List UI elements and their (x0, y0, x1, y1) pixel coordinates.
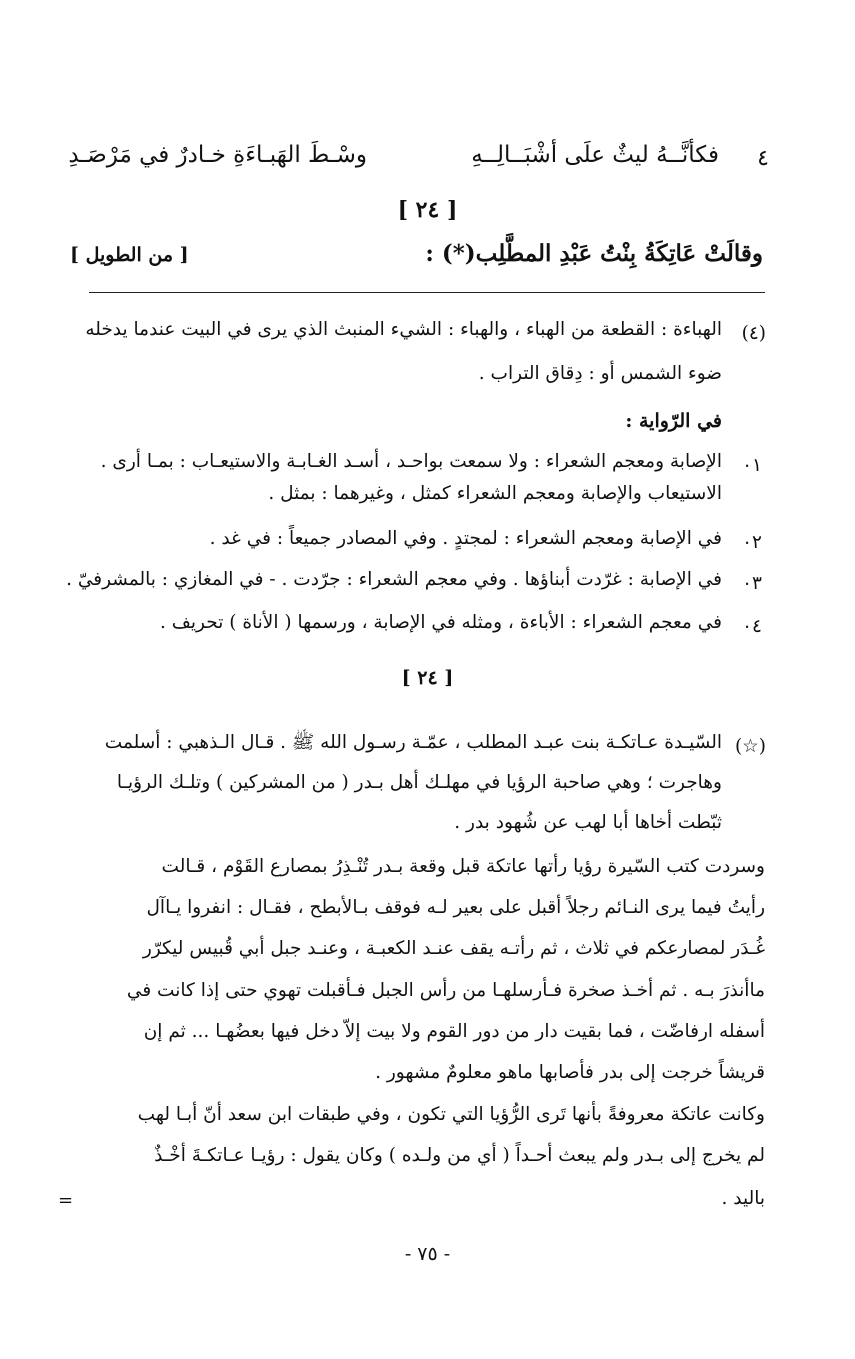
biography-line: وهاجرت ؛ وهي صاحبة الرؤيا في مهلـك أهل بـدر ( من المشركين ) وتلـك الرؤيـا (116, 772, 722, 793)
riwaya-item-number: ٠٤ (742, 616, 762, 637)
footnote-separator (89, 292, 765, 293)
riwaya-item-line: الاستيعاب والإصابة ومعجم الشعراء كمثل ، وغيرهما : بمثل . (268, 483, 722, 504)
riwaya-item-line: في معجم الشعراء : الأباءة ، ومثله في الإصابة ، ورسمها ( الأناة ) تحريف . (159, 612, 722, 633)
page-number: - ٧٥ - (404, 1243, 451, 1265)
biography-line: وكانت عاتكة معروفةً بأنها تَرى الرُّؤيا التي تكون ، وفي طبقات ابن سعد أنّ أبـا لهب (137, 1104, 765, 1125)
riwaya-item-line: الإصابة ومعجم الشعراء : ولا سمعت بواحـد ، أسـد الغـابـة والاستيعـاب : بمـا أرى . (100, 451, 722, 472)
biography-line: أسفله ارفاضّت ، فما بقيت دار من دور القوم ولا بيت إلاّ دخل فيها بعضُهـا ... ثم إن (143, 1021, 765, 1042)
riwaya-item-line: في الإصابة : غرّدت أبناؤها . وفي معجم الشعراء : جرّدت . - في المغازي : بالمشرفيّ . (66, 569, 722, 590)
poem-number: [ ٢٤ ] (397, 197, 458, 223)
poem-attribution: وقالَتْ عَاتِكَةُ بِنْتُ عَبْدِ المطَّلِب(*) : (425, 240, 763, 267)
verse-first-hemistich: فكأنَّــهُ ليثٌ علَى أشْبَــالِــهِ (471, 142, 719, 168)
footnote-line: ضوء الشمس أو : دِقاق التراب . (478, 363, 722, 384)
riwaya-title: في الرّواية : (625, 410, 722, 432)
riwaya-item-line: في الإصابة ومعجم الشعراء : لمجتدٍ . وفي المصادر جميعاً : في غد . (209, 528, 722, 549)
section-number: [ ٢٤ ] (401, 667, 454, 689)
footnote-line: الهباءة : القطعة من الهباء ، والهباء : الشيء المنبث الذي يرى في البيت عندما يدخله (85, 319, 722, 340)
biography-line: قريشاً خرجت إلى بدر فأصابها ماهو معلومٌ مشهور . (375, 1062, 765, 1083)
footnote-label: (٤) (741, 323, 766, 344)
continuation-mark: = (58, 1190, 74, 1211)
biography-line: السّيـدة عـاتكـة بنت عبـد المطلب ، عمّـة رسـول الله ﷺ . قـال الـذهبي : أسلمت (104, 732, 722, 753)
verse-number: ٤ (757, 146, 769, 171)
riwaya-item-number: ٠٣ (742, 573, 762, 594)
biography-line: غُـدَر لمصارعكم في ثلاث ، ثم رأتـه يقف عنـد الكعبـة ، وعنـد جبل أبي قُبيس ليكرّر (142, 938, 765, 959)
riwaya-item-number: ٠٢ (742, 532, 762, 553)
biography-line: باليد . (721, 1188, 765, 1209)
biography-line: لم يخرج إلى بـدر ولم يبعث أحـداً ( أي من ولـده ) وكان يقول : رؤيـا عـاتكـةَ أخْـذٌ (154, 1145, 765, 1166)
biography-line: وسردت كتب السّيرة رؤيا رأتها عاتكة قبل وقعة بـدر تُنْـذِرُ بمصارع القَوْم ، قـالت (161, 856, 765, 877)
biography-line: رأيتُ فيما يرى النـائم رجلاً أقبل على بعير لـه فوقف بـالأبطح ، فقـال : انفروا يـاآل (146, 897, 765, 918)
riwaya-item-number: ٠١ (742, 455, 762, 476)
poem-meter: [ من الطويل ] (70, 244, 189, 266)
verse-second-hemistich: وسْـطَ الهَبـاءَةِ خـادرٌ في مَرْصَـدِ (68, 142, 367, 168)
biography-line: ماأنذرَ بـه . ثم أخـذ صخرة فـأرسلهـا من رأس الجبل فـأقبلت تهوي حتى إذا كانت في (126, 980, 765, 1001)
biography-line: ثبّطت أخاها أبا لهب عن شُهود بدر . (454, 812, 722, 833)
biography-label: (☆) (734, 736, 766, 757)
